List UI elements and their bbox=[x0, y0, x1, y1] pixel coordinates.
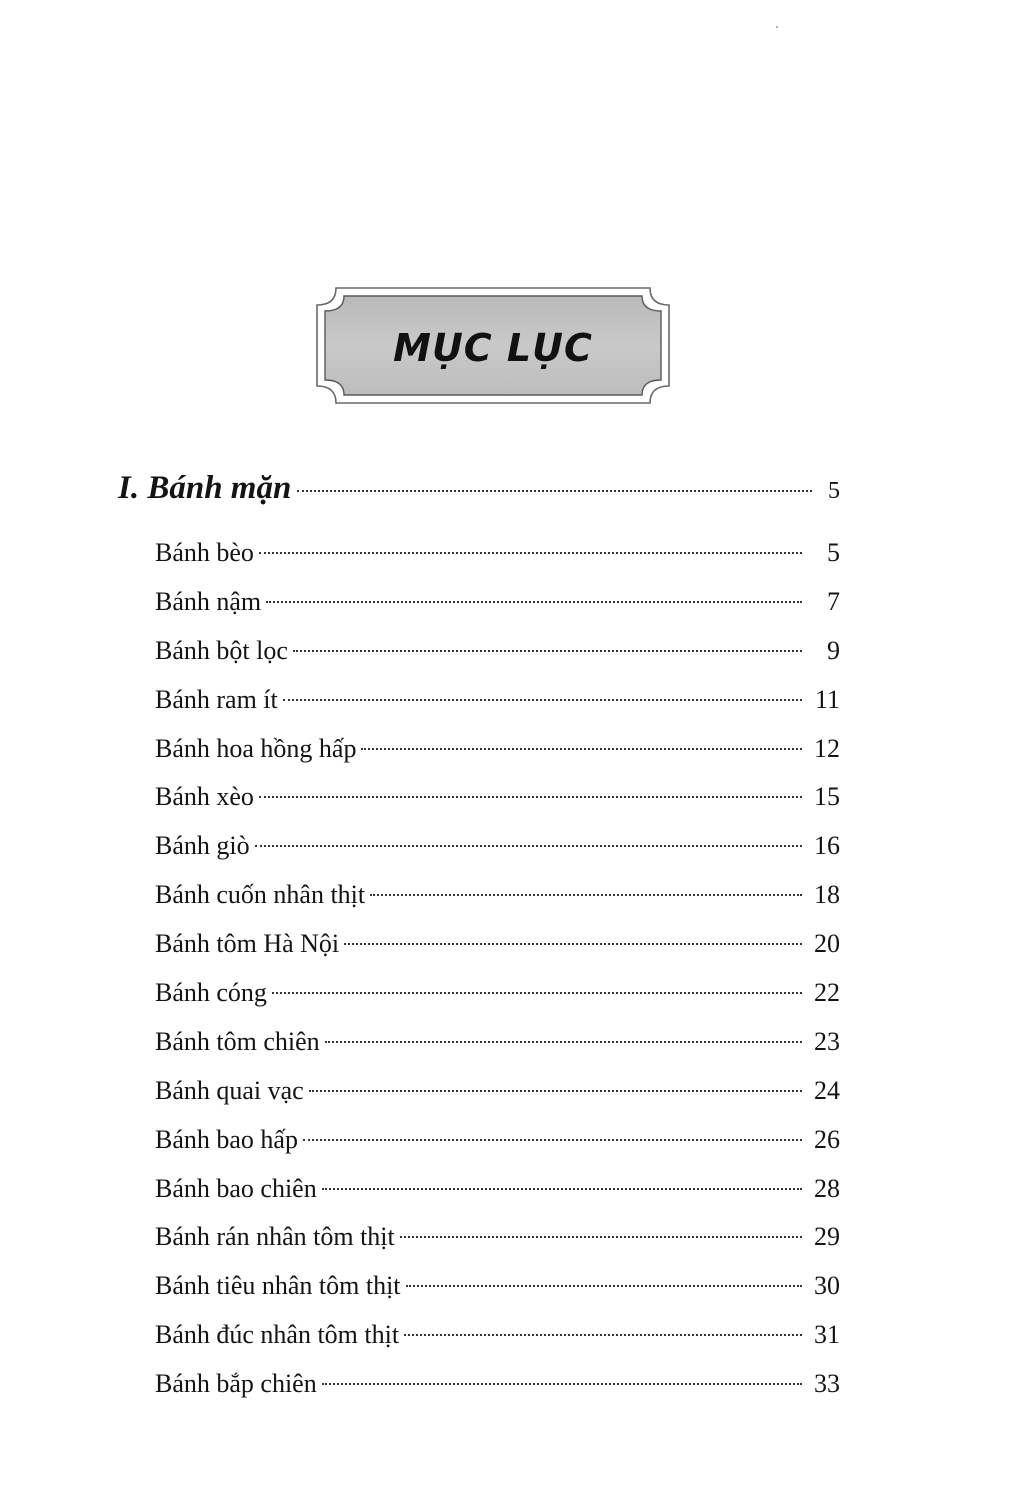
toc-entry[interactable] bbox=[155, 1320, 840, 1369]
toc-entry[interactable] bbox=[155, 782, 840, 831]
dot-leader bbox=[322, 1188, 802, 1190]
dot-leader bbox=[309, 1090, 802, 1092]
entry-label: Bánh bắp chiên bbox=[155, 1369, 317, 1399]
entry-label: Bánh cóng bbox=[155, 978, 267, 1008]
toc-entry[interactable] bbox=[155, 1222, 840, 1271]
toc-entry[interactable] bbox=[155, 1125, 840, 1174]
page-title: MỤC LỤC bbox=[393, 325, 593, 370]
entry-page-number: 15 bbox=[814, 782, 840, 812]
entry-page-number: 23 bbox=[814, 1026, 840, 1056]
toc-entry[interactable] bbox=[155, 978, 840, 1027]
toc-entry[interactable] bbox=[155, 1369, 840, 1418]
entry-label: Bánh đúc nhân tôm thịt bbox=[155, 1320, 400, 1350]
dot-leader bbox=[404, 1334, 802, 1336]
dot-leader bbox=[400, 1236, 802, 1238]
entry-page-number: 31 bbox=[814, 1320, 840, 1350]
entry-label: Bánh xèo bbox=[155, 782, 254, 812]
entry-page-number: 18 bbox=[814, 880, 840, 910]
toc-entry[interactable] bbox=[155, 1027, 840, 1076]
toc-entry[interactable] bbox=[155, 831, 840, 880]
dot-leader bbox=[297, 490, 812, 492]
entry-page-number: 28 bbox=[814, 1173, 840, 1203]
entry-page-number: 22 bbox=[814, 978, 840, 1008]
entry-page-number: 26 bbox=[814, 1124, 840, 1154]
dot-leader bbox=[293, 650, 802, 652]
dot-leader bbox=[259, 796, 802, 798]
dot-leader bbox=[325, 1041, 802, 1043]
toc-section-heading[interactable] bbox=[118, 470, 840, 530]
toc-entry[interactable] bbox=[155, 1174, 840, 1223]
toc-entry[interactable] bbox=[155, 734, 840, 783]
dot-leader bbox=[361, 748, 802, 750]
dot-leader bbox=[370, 894, 802, 896]
dot-leader bbox=[344, 943, 802, 945]
entry-label: Bánh giò bbox=[155, 831, 250, 861]
entry-label: Bánh nậm bbox=[155, 586, 262, 616]
entry-page-number: 24 bbox=[814, 1075, 840, 1105]
entry-label: Bánh hoa hồng hấp bbox=[155, 733, 357, 763]
dot-leader bbox=[406, 1285, 802, 1287]
entry-label: Bánh tôm chiên bbox=[155, 1026, 320, 1056]
toc-entry[interactable] bbox=[155, 685, 840, 734]
entry-label: Bánh bao chiên bbox=[155, 1173, 317, 1203]
entry-page-number: 30 bbox=[814, 1271, 840, 1301]
dot-leader bbox=[266, 601, 802, 603]
section-page-number: 5 bbox=[828, 478, 840, 504]
entry-label: Bánh cuốn nhân thịt bbox=[155, 880, 366, 910]
toc-entry[interactable] bbox=[155, 929, 840, 978]
section-title: I. Bánh mặn bbox=[118, 470, 292, 506]
entry-page-number: 33 bbox=[814, 1369, 840, 1399]
dot-leader bbox=[303, 1139, 802, 1141]
entry-label: Bánh ram ít bbox=[155, 684, 278, 714]
dot-leader bbox=[255, 845, 802, 847]
entry-label: Bánh tiêu nhân tôm thịt bbox=[155, 1271, 401, 1301]
toc-entry[interactable] bbox=[155, 538, 840, 587]
dot-leader bbox=[322, 1383, 802, 1385]
entry-page-number: 16 bbox=[814, 831, 840, 861]
dot-leader bbox=[272, 992, 802, 994]
entry-label: Bánh bèo bbox=[155, 538, 254, 567]
entry-page-number: 20 bbox=[814, 929, 840, 959]
entry-page-number: 9 bbox=[827, 635, 840, 665]
toc-entry-list bbox=[155, 538, 840, 1418]
entry-label: Bánh quai vạc bbox=[155, 1075, 304, 1105]
entry-page-number: 12 bbox=[814, 733, 840, 763]
dot-leader bbox=[259, 552, 802, 554]
toc-entry[interactable] bbox=[155, 880, 840, 929]
entry-page-number: 29 bbox=[814, 1222, 840, 1252]
entry-label: Bánh rán nhân tôm thịt bbox=[155, 1222, 395, 1252]
toc-entry[interactable] bbox=[155, 636, 840, 685]
entry-page-number: 11 bbox=[814, 684, 840, 714]
entry-label: Bánh bao hấp bbox=[155, 1124, 298, 1154]
dot-leader bbox=[283, 699, 802, 701]
toc-entry[interactable] bbox=[155, 587, 840, 636]
entry-page-number: 5 bbox=[827, 538, 840, 567]
toc-entry[interactable] bbox=[155, 1076, 840, 1125]
entry-label: Bánh tôm Hà Nội bbox=[155, 929, 340, 959]
toc-entry[interactable] bbox=[155, 1271, 840, 1320]
entry-page-number: 7 bbox=[827, 586, 840, 616]
entry-label: Bánh bột lọc bbox=[155, 635, 288, 665]
